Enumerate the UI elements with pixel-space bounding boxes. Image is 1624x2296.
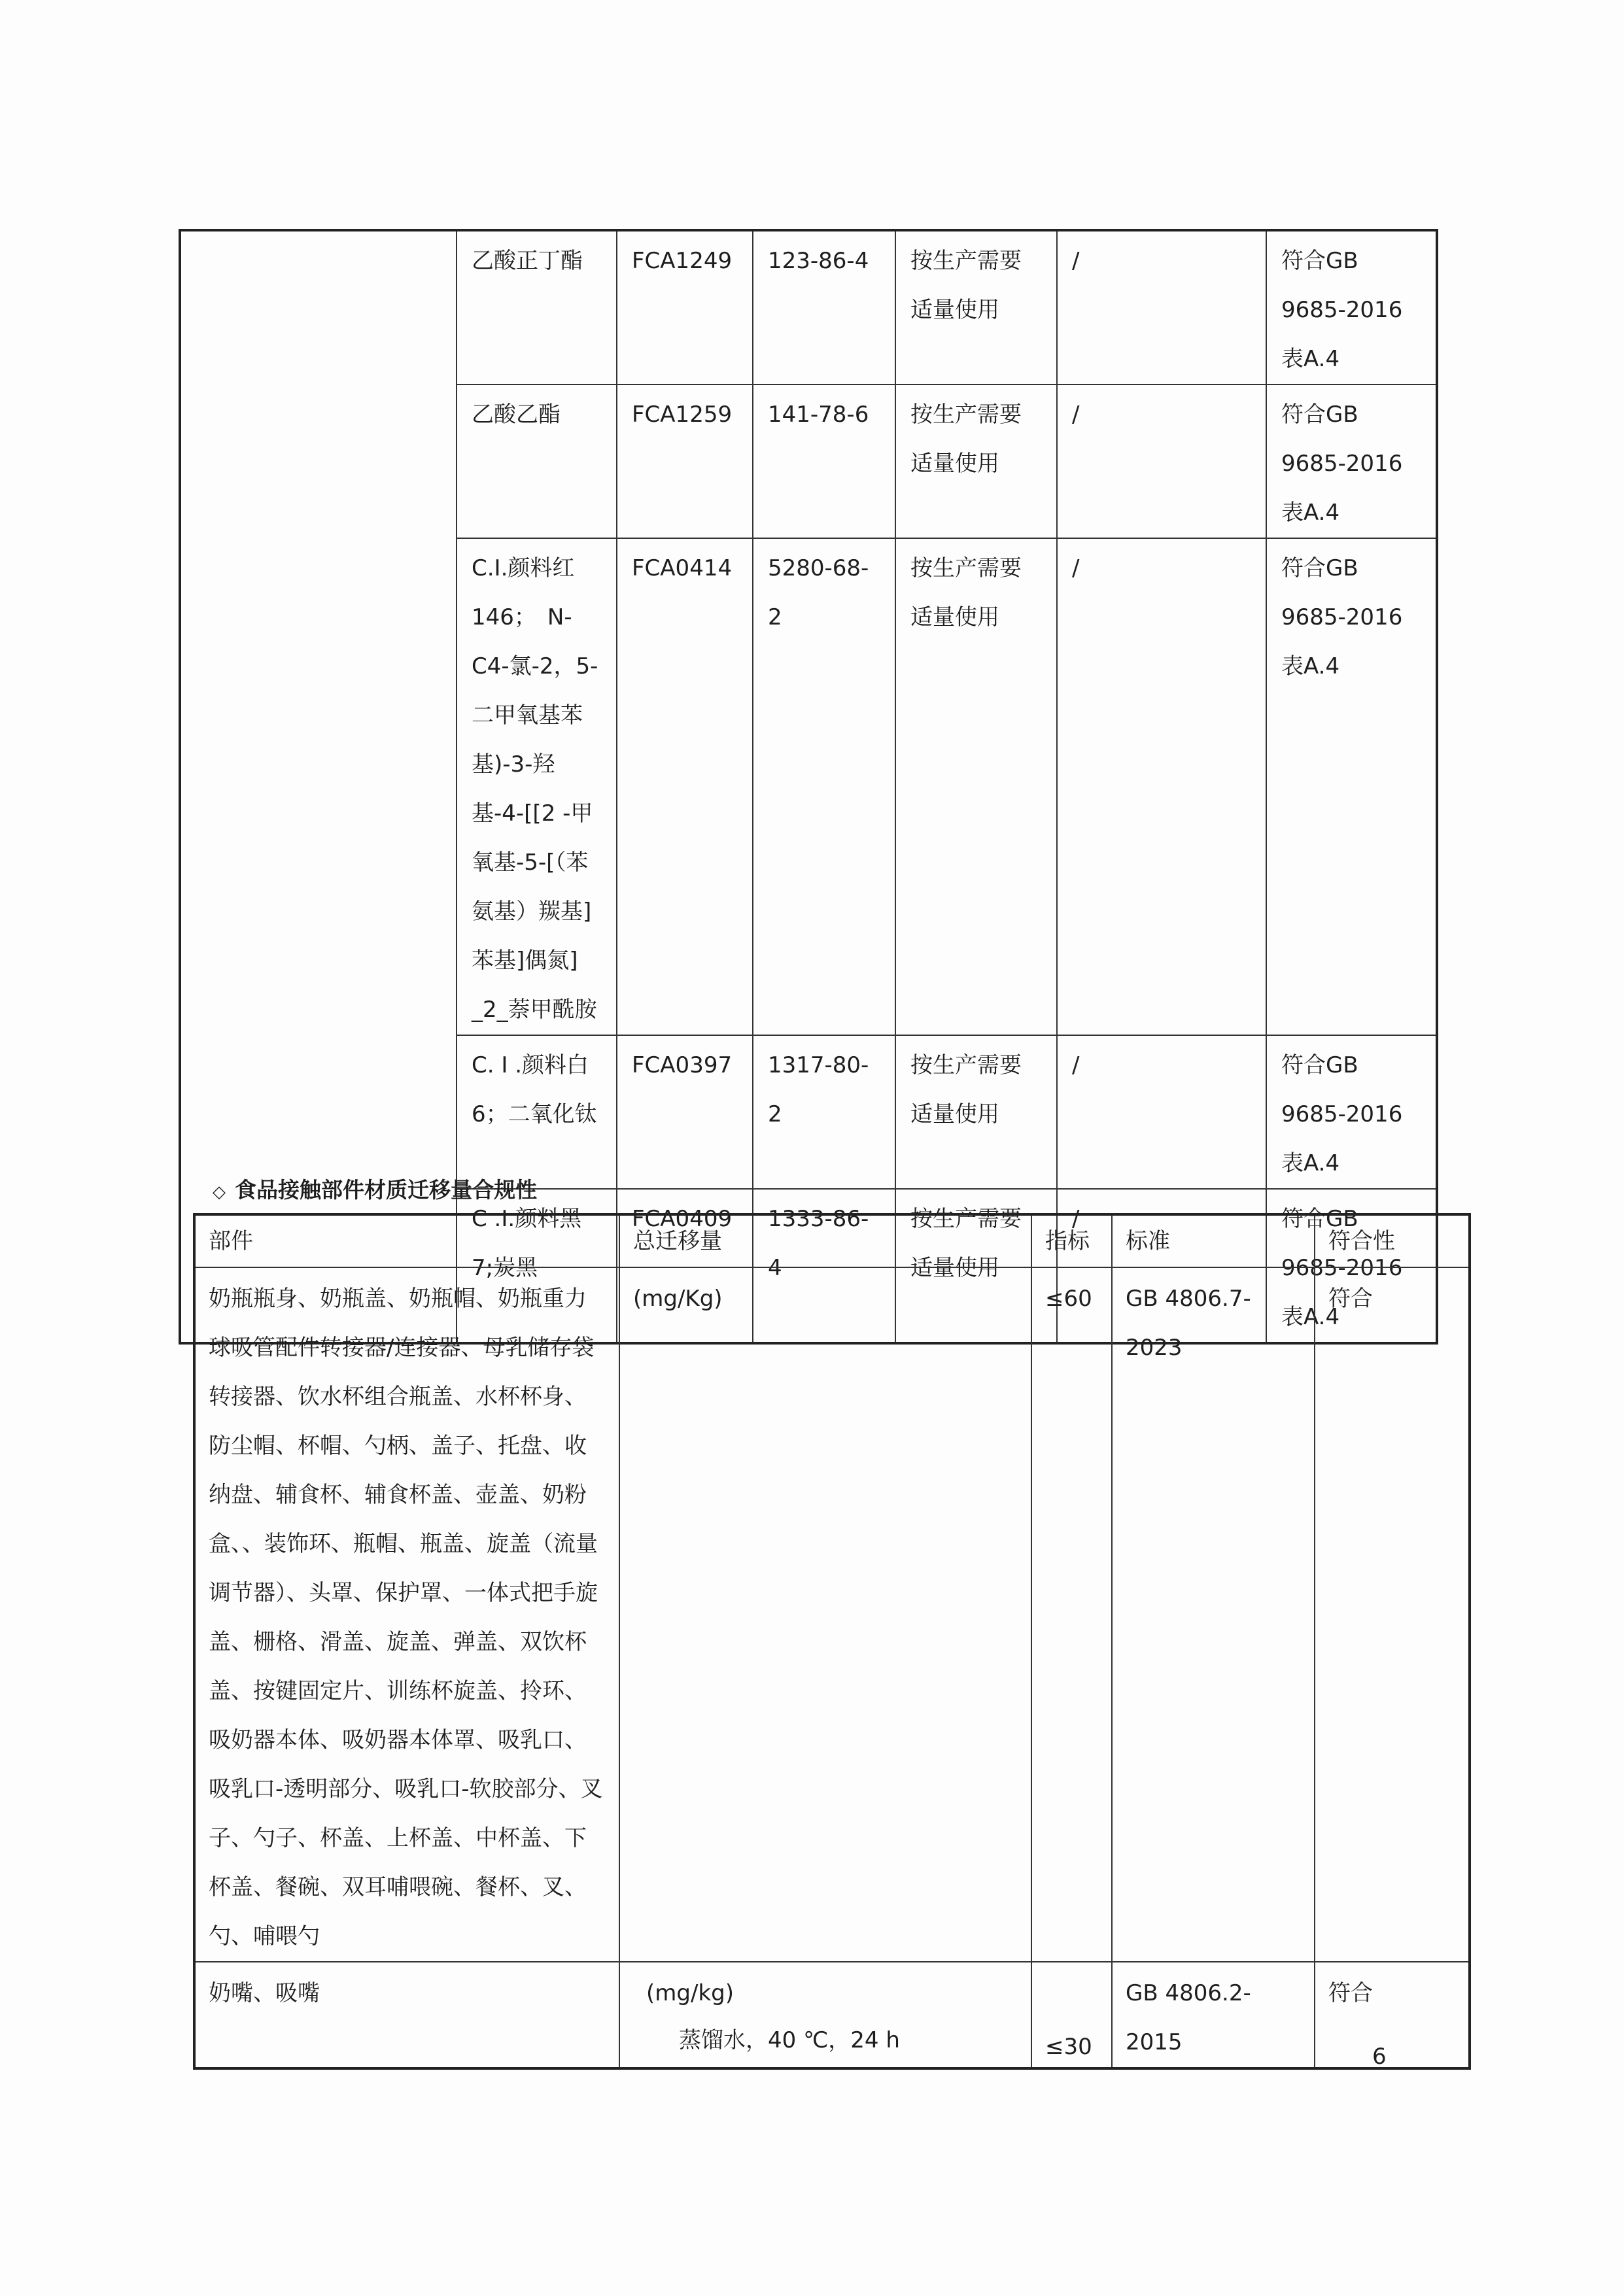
substance-limit: /	[1057, 230, 1266, 385]
diamond-bullet-icon: ◇	[213, 1182, 226, 1202]
index-cell: ≤30	[1031, 1962, 1112, 2068]
header-part: 部件	[194, 1214, 619, 1267]
standard-cell: GB 4806.7-2023	[1112, 1267, 1315, 1962]
section-title	[213, 1177, 537, 1205]
standard-cell: GB 4806.2-2015	[1112, 1962, 1315, 2068]
header-standard: 标准	[1112, 1214, 1315, 1267]
substance-compliance: 符合GB 9685-2016 表A.4	[1266, 385, 1437, 538]
table-row	[194, 1962, 1470, 2020]
blank-cell	[180, 230, 457, 1343]
substance-limit: /	[1057, 1189, 1266, 1343]
substance-limit: /	[1057, 385, 1266, 538]
substance-code: FCA0414	[617, 538, 753, 1035]
migration-table	[193, 1213, 1471, 2070]
header-conformity: 符合性	[1315, 1214, 1470, 1267]
index-cell: ≤60	[1031, 1267, 1112, 1962]
substance-compliance: 符合GB 9685-2016 表A.4	[1266, 538, 1437, 1035]
substance-usage: 按生产需要适量使用	[895, 230, 1057, 385]
substance-name: 乙酸正丁酯	[457, 230, 617, 385]
table-row	[180, 230, 1437, 385]
substance-name: C. I .颜料白6；二氧化钛	[457, 1035, 617, 1189]
substance-code: FCA1249	[617, 230, 753, 385]
substance-cas: 141-78-6	[753, 385, 895, 538]
header-index: 指标	[1031, 1214, 1112, 1267]
table-row	[194, 1267, 1470, 1962]
conformity-cell: 符合	[1315, 1962, 1470, 2068]
substance-code: FCA0397	[617, 1035, 753, 1189]
total-migration-cell: (mg/Kg)	[619, 1267, 1031, 1962]
substance-cas: 1333-86-4	[753, 1189, 895, 1343]
table-header-row	[194, 1214, 1470, 1267]
substance-usage: 按生产需要适量使用	[895, 538, 1057, 1035]
substance-usage: 按生产需要适量使用	[895, 1189, 1057, 1343]
conformity-cell: 符合	[1315, 1267, 1470, 1962]
total-migration-unit: (mg/kg)	[619, 1962, 1031, 2020]
substance-compliance: 符合GB 9685-2016 表A.4	[1266, 230, 1437, 385]
substance-limit: /	[1057, 538, 1266, 1035]
substance-cas: 1317-80-2	[753, 1035, 895, 1189]
page-number: 6	[1372, 2044, 1387, 2070]
part-cell: 奶嘴、吸嘴	[194, 1962, 619, 2068]
substance-compliance: 符合GB 9685-2016 表A.4	[1266, 1035, 1437, 1189]
part-cell: 奶瓶瓶身、奶瓶盖、奶瓶帽、奶瓶重力球吸管配件转接器/连接器、母乳储存袋转接器、饮水杯组合瓶盖、水杯杯身、防尘帽、杯帽、勺柄、盖子、托盘、收纳盘、辅食杯、辅食杯盖、壶盖、奶粉盒、、装饰环、瓶帽、瓶盖、旋盖（流量调节器）、头罩、保护罩、一体式把手旋盖、栅格、滑盖、旋盖、弹盖、双饮杯盖、按键固定片、训练杯旋盖、拎环、吸奶器本体、吸奶器本体罩、吸乳口、吸乳口-透明部分、吸乳口-软胶部分、叉子、勺子、杯盖、上杯盖、中杯盖、下杯盖、餐碗、双耳哺喂碗、餐杯、叉、勺、哺喂勺	[194, 1267, 619, 1962]
substance-limit: /	[1057, 1035, 1266, 1189]
substance-usage: 按生产需要适量使用	[895, 385, 1057, 538]
test-condition: 蒸馏水，40 ℃，24 h	[619, 2020, 1031, 2068]
substance-usage: 按生产需要适量使用	[895, 1035, 1057, 1189]
substance-name: 乙酸乙酯	[457, 385, 617, 538]
substance-name: C.I.颜料红146； N-C4-氯-2，5-二甲氧基苯基)-3-羟基-4-[[2 -甲氧基-5-[（苯氨基）羰基]苯基]偶氮] _2_萘甲酰胺	[457, 538, 617, 1035]
header-total-migration: 总迁移量	[619, 1214, 1031, 1267]
substance-cas: 123-86-4	[753, 230, 895, 385]
substance-name: C .I.颜料黑7;炭黑	[457, 1189, 617, 1343]
substance-compliance: 符合GB 9685-2016 表A.4	[1266, 1189, 1437, 1343]
substance-code: FCA1259	[617, 385, 753, 538]
section-title-text: 食品接触部件材质迁移量合规性	[235, 1177, 537, 1203]
substance-cas: 5280-68-2	[753, 538, 895, 1035]
substance-code: FCA0409	[617, 1189, 753, 1343]
